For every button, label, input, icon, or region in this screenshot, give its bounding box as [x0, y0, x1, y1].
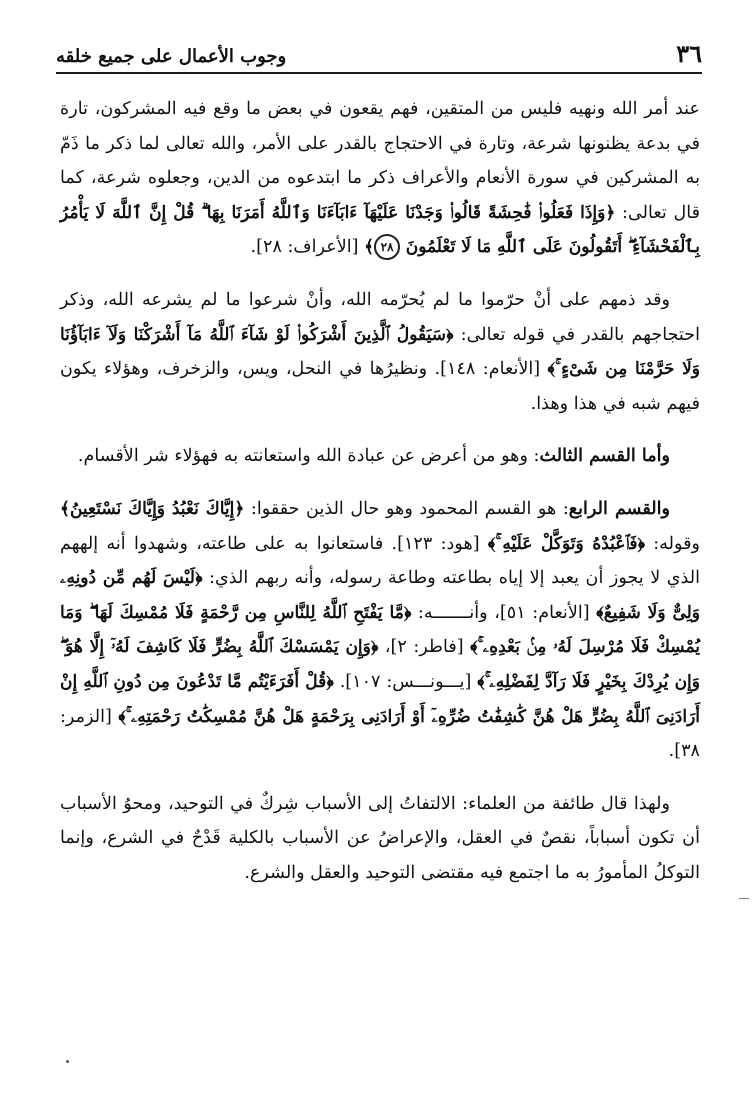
scan-dot — [66, 1060, 69, 1063]
quran-verse: ﴿فَٱعْبُدْهُ وَتَوَكَّلْ عَلَيْهِ ۚ﴾ — [487, 533, 645, 554]
margin-mark — [739, 898, 749, 899]
paragraph — [60, 787, 700, 891]
paragraph-text: : هو القسم المحمود وهو حال الذين حققوا: — [244, 498, 569, 519]
quran-verse: ﴿وَإِن يَمْسَسْكَ ٱللَّهُ بِضُرٍّ فَلَا كَاشِفَ لَهُۥٓ إِلَّا هُوَ ۖ وَإِن يُرِدْكَ بِخَيْرٍ فَلَا رَآدَّ لِفَضْلِهِۦ ۚ﴾ — [60, 637, 700, 692]
section-label: والقسم الرابع — [568, 497, 671, 519]
quran-verse: ﴿إِيَّاكَ نَعْبُدُ وَإِيَّاكَ نَسْتَعِينُ﴾ — [60, 498, 245, 519]
quran-bracket: ﴾ — [364, 237, 375, 258]
paragraph — [60, 439, 700, 474]
paragraph-text: [الأنعام: ٥١]، وأنـــــــه: — [411, 602, 597, 623]
paragraph — [60, 283, 700, 421]
paragraph-text: وقد ذمهم على أنْ حرّموا ما لم يُحرّمه الله، وأنْ شرعوا ما لم يشرعه الله، وذكر احتجاجهم بالقدر في قوله تعالى: — [60, 289, 700, 345]
page-number: ٣٦ — [676, 39, 702, 68]
citation: [الزمر: ٣٨]. — [60, 706, 700, 762]
paragraph-text: وقوله: — [645, 533, 701, 554]
running-title: وجوب الأعمال على جميع خلقه — [56, 46, 287, 67]
section-label: وأما القسم الثالث — [539, 445, 670, 467]
body-text — [60, 92, 700, 908]
page-header — [56, 40, 702, 74]
paragraph — [60, 492, 700, 769]
paragraph-text: [هود: ١٢٣]. فاستعانوا به على طاعته، وشهدوا أنه إلههم الذي لا يجوز أن يعبد إلا إياه بطاعته وطاعة رسوله، وأنه ربهم الذي: — [60, 533, 701, 589]
paragraph-text: [فاطر: ٢]، — [378, 637, 471, 658]
paragraph-text: [الأنعام: ١٤٨]. ونظيرُها في النحل، ويس، والزخرف، وهؤلاء يكون فيهم شبه في هذا وهذا. — [60, 359, 700, 414]
paragraph-text: : وهو من أعرض عن عبادة الله واستعانته به فهؤلاء شر الأقسام. — [77, 446, 540, 467]
ayah-number-marker: ٢٨ — [374, 234, 400, 260]
paragraph-text: ولهذا قال طائفة من العلماء: الالتفاتُ إلى الأسباب شِركٌ في التوحيد، ومحوُ الأسباب أن تكون أسباباً، نقصٌ في العقل، والإعراضُ عن الأسباب بالكلية قَدْحٌ في الشرع، وإنما التوكلُ المأمورُ به ما اجتمع فيه مقتضى التوحيد والعقل والشرع. — [60, 793, 700, 883]
quran-verse: ﴿لَيْسَ لَهُم مِّن دُونِهِۦ وَلِىٌّ وَلَا شَفِيعٌ﴾ — [60, 568, 701, 623]
citation: [الأعراف: ٢٨]. — [250, 237, 365, 258]
paragraph-text: [يـــونـــس: ١٠٧]. — [333, 671, 478, 692]
paragraph-text: عند أمر الله ونهيه فليس من المتقين، فهم يقعون في بعض ما وقع فيه المشركون، تارة في بدعة يظنونها شرعة، وتارة في الاحتجاج بالقدر على الأمر، والله تعالى لما ذكر ما ذَمّ به المشركين في سورة الأنعام والأعراف ذكر ما ابتدعوه من الدين، وجعلوه شرعة، كما قال تعالى: — [60, 99, 700, 223]
paragraph — [60, 92, 700, 265]
quran-verse: ﴿وَإِذَا فَعَلُوا۟ فَٰحِشَةً قَالُوا۟ وَجَدْنَا عَلَيْهَآ ءَابَآءَنَا وَٱللَّهُ أَمَرَنَا بِهَا ۗ قُلْ إِنَّ ٱللَّهَ لَا يَأْمُرُ بِٱلْفَحْشَآءِ ۖ أَتَقُولُونَ عَلَى ٱللَّهِ مَا لَا تَعْلَمُونَ — [60, 202, 700, 258]
quran-verse: ﴿قُلْ أَفَرَءَيْتُم مَّا تَدْعُونَ مِن دُونِ ٱللَّهِ إِنْ أَرَادَنِىَ ٱللَّهُ بِضُرٍّ هَلْ هُنَّ كَٰشِفَٰتُ ضُرِّهِۦٓ أَوْ أَرَادَنِى بِرَحْمَةٍ هَلْ هُنَّ مُمْسِكَٰتُ رَحْمَتِهِۦ ۚ﴾ — [60, 671, 700, 727]
quran-verse: ﴿سَيَقُولُ ٱلَّذِينَ أَشْرَكُوا۟ لَوْ شَآءَ ٱللَّهُ مَآ أَشْرَكْنَا وَلَآ ءَابَآؤُنَا وَلَا حَرَّمْنَا مِن شَىْءٍ ۚ﴾ — [60, 324, 700, 380]
quran-verse: ﴿مَّا يَفْتَحِ ٱللَّهُ لِلنَّاسِ مِن رَّحْمَةٍ فَلَا مُمْسِكَ لَهَا ۖ وَمَا يُمْسِكْ فَلَا مُرْسِلَ لَهُۥ مِنۢ بَعْدِهِۦ ۚ﴾ — [60, 602, 701, 658]
